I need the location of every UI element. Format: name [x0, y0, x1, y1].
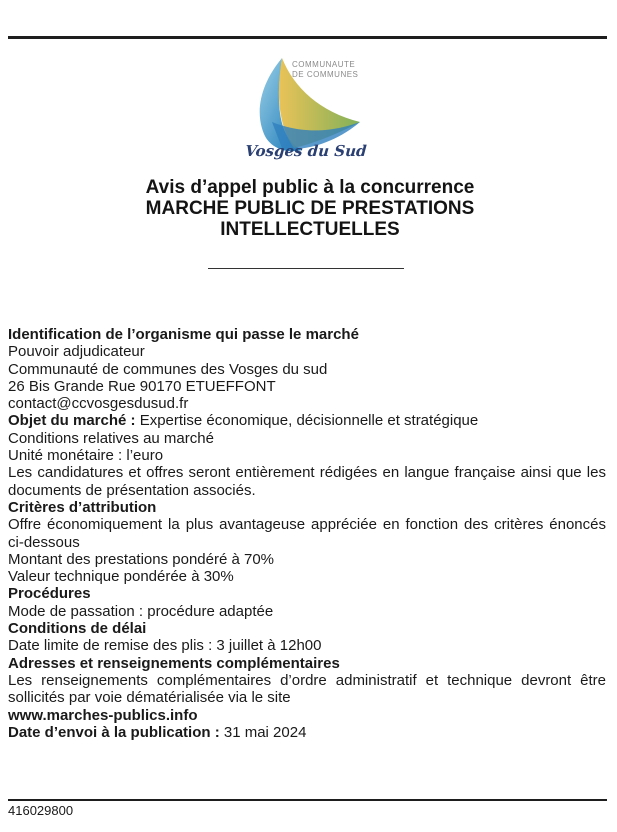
objet-line — [8, 412, 606, 429]
delai-heading: Conditions de délai — [8, 620, 147, 638]
identification-line: Communauté de communes des Vosges du sud — [8, 360, 328, 378]
top-rule — [8, 36, 607, 39]
title-line-3: INTELLECTUELLES — [220, 219, 400, 240]
identification-heading: Identification de l’organisme qui passe le marché — [8, 326, 359, 343]
objet-detail: Les candidatures et offres seront entièrement rédigées en langue française ainsi que les documents de présentation associés. — [8, 464, 606, 499]
adresses-text: Les renseignements complémentaires d’ordre administratif et technique devront être sollicités par voie dématérialisée via le site — [8, 671, 606, 707]
notice-body — [8, 326, 606, 741]
criteres-line: Montant des prestations pondéré à 70% — [8, 550, 275, 568]
logo-text-line1: COMMUNAUTE — [292, 60, 356, 69]
title-divider — [208, 268, 404, 269]
envoi-label: Date d’envoi à la publication : — [8, 723, 220, 741]
envoi-line — [8, 724, 606, 741]
objet-detail: Conditions relatives au marché — [8, 429, 214, 447]
criteres-heading: Critères d’attribution — [8, 498, 157, 516]
title-line-2: MARCHE PUBLIC DE PRESTATIONS — [145, 198, 475, 219]
identification-line: Pouvoir adjudicateur — [8, 343, 145, 361]
title-line-1: Avis d’appel public à la concurrence — [145, 177, 475, 198]
objet-text: Expertise économique, décisionnelle et stratégique — [135, 412, 479, 430]
criteres-line: Valeur technique pondérée à 30% — [8, 568, 234, 586]
envoi-value: 31 mai 2024 — [219, 723, 307, 741]
reference-number: 416029800 — [8, 803, 74, 818]
procedures-heading: Procédures — [8, 585, 91, 603]
notice-title — [60, 177, 560, 240]
identification-line: 26 Bis Grande Rue 90170 ETUEFFONT — [8, 377, 276, 395]
contact-email: contact@ccvosgesdusud.fr — [8, 395, 189, 413]
logo-text-line2: DE COMMUNES — [292, 70, 359, 79]
objet-label: Objet du marché : — [8, 412, 136, 430]
procedures-line: Mode de passation : procédure adaptée — [8, 602, 274, 620]
logo-name: Vosges du Sud — [244, 142, 368, 160]
site-link: www.marches-publics.info — [8, 706, 198, 724]
delai-line: Date limite de remise des plis : 3 juillet à 12h00 — [8, 637, 322, 655]
adresses-heading: Adresses et renseignements complémentaires — [8, 654, 340, 672]
objet-detail: Unité monétaire : l’euro — [8, 447, 164, 465]
criteres-line: Offre économiquement la plus avantageuse appréciée en fonction des critères énoncés ci-dessous — [8, 516, 606, 551]
bottom-rule — [8, 799, 607, 801]
